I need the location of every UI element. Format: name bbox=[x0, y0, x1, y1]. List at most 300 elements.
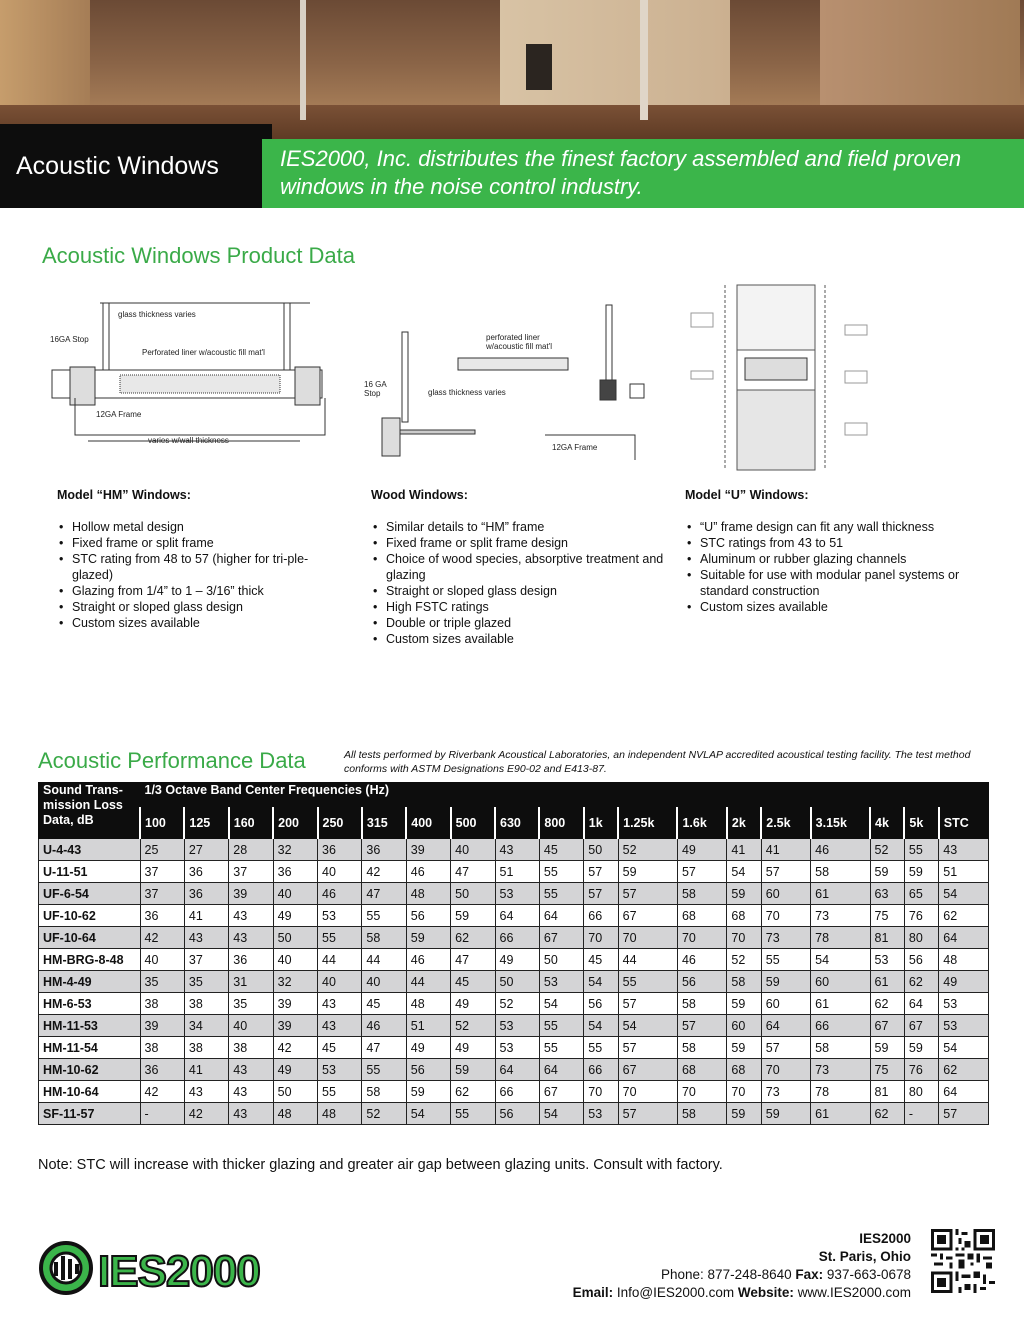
value-cell: 43 bbox=[229, 1059, 273, 1081]
wood-column-title: Wood Windows: bbox=[371, 488, 468, 502]
value-cell: 50 bbox=[451, 883, 495, 905]
freq-header-cell: 1k bbox=[584, 808, 618, 839]
qr-code[interactable] bbox=[931, 1229, 995, 1293]
value-cell: 70 bbox=[761, 905, 810, 927]
value-cell: 53 bbox=[870, 949, 904, 971]
table-row bbox=[39, 927, 989, 949]
freq-header-cell: 800 bbox=[539, 808, 583, 839]
wood-feature-list bbox=[372, 519, 668, 647]
value-cell: 49 bbox=[451, 993, 495, 1015]
model-cell: UF-6-54 bbox=[39, 883, 141, 905]
freq-header-cell: 3.15k bbox=[811, 808, 870, 839]
value-cell: 53 bbox=[539, 971, 583, 993]
value-cell: 58 bbox=[677, 883, 726, 905]
wood-label-liner: perforated liner bbox=[486, 333, 540, 342]
list-item: • STC rating from 48 to 57 (higher for tri-ple-glazed) bbox=[58, 551, 310, 583]
value-cell: 45 bbox=[318, 1037, 362, 1059]
value-cell: 45 bbox=[451, 971, 495, 993]
row-header: Sound Trans-mission Loss Data, dB bbox=[39, 783, 141, 839]
list-item: • Fixed frame or split frame design bbox=[372, 535, 668, 551]
list-item: • Choice of wood species, absorptive treatment and glazing bbox=[372, 551, 668, 583]
value-cell: 61 bbox=[870, 971, 904, 993]
value-cell: 49 bbox=[451, 1037, 495, 1059]
hm-window-diagram bbox=[40, 295, 340, 455]
value-cell: 59 bbox=[451, 1059, 495, 1081]
value-cell: 40 bbox=[229, 1015, 273, 1037]
value-cell: 59 bbox=[727, 883, 761, 905]
value-cell: 42 bbox=[362, 861, 406, 883]
value-cell: 73 bbox=[761, 1081, 810, 1103]
value-cell: 36 bbox=[229, 949, 273, 971]
value-cell: 35 bbox=[184, 971, 228, 993]
value-cell: 48 bbox=[939, 949, 989, 971]
value-cell: 59 bbox=[870, 1037, 904, 1059]
value-cell: 66 bbox=[584, 905, 618, 927]
value-cell: 64 bbox=[539, 1059, 583, 1081]
value-cell: 42 bbox=[184, 1103, 228, 1125]
value-cell: 56 bbox=[406, 905, 450, 927]
value-cell: 64 bbox=[939, 1081, 989, 1103]
value-cell: 38 bbox=[229, 1037, 273, 1059]
phone-number[interactable]: 877-248-8640 bbox=[707, 1267, 792, 1282]
value-cell: 43 bbox=[229, 927, 273, 949]
value-cell: 66 bbox=[584, 1059, 618, 1081]
value-cell: 40 bbox=[451, 839, 495, 861]
value-cell: 46 bbox=[362, 1015, 406, 1037]
value-cell: 43 bbox=[184, 927, 228, 949]
list-item: • Suitable for use with modular panel systems or standard construction bbox=[686, 567, 976, 599]
value-cell: 62 bbox=[939, 905, 989, 927]
value-cell: 32 bbox=[273, 971, 317, 993]
value-cell: 53 bbox=[584, 1103, 618, 1125]
value-cell: 49 bbox=[495, 949, 539, 971]
value-cell: 36 bbox=[140, 905, 184, 927]
value-cell: 68 bbox=[727, 1059, 761, 1081]
value-cell: 51 bbox=[406, 1015, 450, 1037]
value-cell: 40 bbox=[140, 949, 184, 971]
value-cell: 61 bbox=[811, 883, 870, 905]
value-cell: 59 bbox=[727, 1103, 761, 1125]
list-item: • Custom sizes available bbox=[58, 615, 310, 631]
value-cell: 41 bbox=[184, 905, 228, 927]
value-cell: 70 bbox=[761, 1059, 810, 1081]
band-header: 1/3 Octave Band Center Frequencies (Hz) bbox=[140, 783, 989, 808]
value-cell: - bbox=[140, 1103, 184, 1125]
value-cell: 38 bbox=[184, 1037, 228, 1059]
value-cell: 56 bbox=[495, 1103, 539, 1125]
value-cell: 70 bbox=[727, 927, 761, 949]
value-cell: 58 bbox=[362, 1081, 406, 1103]
value-cell: 60 bbox=[811, 971, 870, 993]
value-cell: 36 bbox=[273, 861, 317, 883]
value-cell: 70 bbox=[584, 927, 618, 949]
table-row bbox=[39, 949, 989, 971]
value-cell: 57 bbox=[677, 1015, 726, 1037]
value-cell: 47 bbox=[451, 861, 495, 883]
value-cell: 64 bbox=[495, 1059, 539, 1081]
value-cell: 70 bbox=[677, 927, 726, 949]
value-cell: 54 bbox=[811, 949, 870, 971]
value-cell: 64 bbox=[761, 1015, 810, 1037]
value-cell: 47 bbox=[362, 883, 406, 905]
value-cell: - bbox=[904, 1103, 938, 1125]
value-cell: 42 bbox=[140, 927, 184, 949]
value-cell: 76 bbox=[904, 905, 938, 927]
value-cell: 36 bbox=[184, 861, 228, 883]
value-cell: 49 bbox=[406, 1037, 450, 1059]
model-cell: HM-10-62 bbox=[39, 1059, 141, 1081]
wood-label-16ga: 16 GA bbox=[364, 380, 387, 389]
value-cell: 57 bbox=[618, 1037, 677, 1059]
freq-header-cell: 1.25k bbox=[618, 808, 677, 839]
value-cell: 57 bbox=[761, 861, 810, 883]
value-cell: 48 bbox=[318, 1103, 362, 1125]
value-cell: 55 bbox=[904, 839, 938, 861]
freq-header-cell: STC bbox=[939, 808, 989, 839]
value-cell: 64 bbox=[539, 905, 583, 927]
value-cell: 27 bbox=[184, 839, 228, 861]
value-cell: 48 bbox=[273, 1103, 317, 1125]
value-cell: 52 bbox=[727, 949, 761, 971]
value-cell: 32 bbox=[273, 839, 317, 861]
performance-table bbox=[38, 782, 989, 1125]
wood-label-fill: w/acoustic fill mat'l bbox=[486, 342, 552, 351]
freq-header-cell: 100 bbox=[140, 808, 184, 839]
value-cell: 54 bbox=[939, 883, 989, 905]
value-cell: 58 bbox=[727, 971, 761, 993]
value-cell: 59 bbox=[904, 861, 938, 883]
svg-text:IES2000: IES2000 bbox=[98, 1247, 260, 1296]
wood-label-stop: Stop bbox=[364, 389, 381, 398]
ies2000-logo bbox=[38, 1240, 283, 1296]
value-cell: 63 bbox=[870, 883, 904, 905]
value-cell: 61 bbox=[811, 993, 870, 1015]
hero-photo bbox=[0, 0, 1024, 140]
performance-heading: Acoustic Performance Data bbox=[38, 748, 306, 773]
value-cell: 25 bbox=[140, 839, 184, 861]
value-cell: 57 bbox=[618, 1103, 677, 1125]
value-cell: 67 bbox=[539, 1081, 583, 1103]
value-cell: 50 bbox=[273, 1081, 317, 1103]
value-cell: 49 bbox=[273, 1059, 317, 1081]
value-cell: 57 bbox=[761, 1037, 810, 1059]
value-cell: 53 bbox=[495, 1037, 539, 1059]
model-cell: UF-10-62 bbox=[39, 905, 141, 927]
value-cell: 59 bbox=[870, 861, 904, 883]
value-cell: 68 bbox=[727, 905, 761, 927]
table-row bbox=[39, 905, 989, 927]
hm-label-stop: 16GA Stop bbox=[50, 335, 89, 344]
banner-title-box bbox=[0, 124, 272, 208]
value-cell: 36 bbox=[184, 883, 228, 905]
value-cell: 40 bbox=[318, 971, 362, 993]
value-cell: 39 bbox=[273, 1015, 317, 1037]
phone-label: Phone: bbox=[660, 1267, 704, 1282]
model-cell: SF-11-57 bbox=[39, 1103, 141, 1125]
value-cell: 57 bbox=[677, 861, 726, 883]
value-cell: 31 bbox=[229, 971, 273, 993]
model-cell: U-11-51 bbox=[39, 861, 141, 883]
value-cell: 55 bbox=[539, 861, 583, 883]
value-cell: 37 bbox=[140, 861, 184, 883]
value-cell: 80 bbox=[904, 1081, 938, 1103]
value-cell: 81 bbox=[870, 1081, 904, 1103]
value-cell: 58 bbox=[811, 1037, 870, 1059]
value-cell: 52 bbox=[451, 1015, 495, 1037]
value-cell: 46 bbox=[318, 883, 362, 905]
wood-label-frame: 12GA Frame bbox=[552, 443, 598, 452]
value-cell: 66 bbox=[495, 1081, 539, 1103]
value-cell: 43 bbox=[229, 1081, 273, 1103]
value-cell: 54 bbox=[727, 861, 761, 883]
value-cell: 67 bbox=[539, 927, 583, 949]
value-cell: 59 bbox=[761, 1103, 810, 1125]
value-cell: 58 bbox=[362, 927, 406, 949]
hm-column-title: Model “HM” Windows: bbox=[57, 488, 191, 502]
model-cell: HM-11-54 bbox=[39, 1037, 141, 1059]
value-cell: 54 bbox=[539, 993, 583, 1015]
model-cell: HM-10-64 bbox=[39, 1081, 141, 1103]
list-item: • Custom sizes available bbox=[372, 631, 668, 647]
phone-fax-line bbox=[573, 1266, 911, 1284]
value-cell: 40 bbox=[318, 861, 362, 883]
value-cell: 43 bbox=[229, 905, 273, 927]
freq-header-cell: 200 bbox=[273, 808, 317, 839]
value-cell: 47 bbox=[362, 1037, 406, 1059]
list-item: • Fixed frame or split frame bbox=[58, 535, 310, 551]
model-cell: HM-11-53 bbox=[39, 1015, 141, 1037]
value-cell: 60 bbox=[761, 993, 810, 1015]
value-cell: 53 bbox=[318, 1059, 362, 1081]
list-item: • Custom sizes available bbox=[686, 599, 976, 615]
model-cell: UF-10-64 bbox=[39, 927, 141, 949]
hm-label-frame: 12GA Frame bbox=[96, 410, 142, 419]
value-cell: 45 bbox=[539, 839, 583, 861]
value-cell: 73 bbox=[761, 927, 810, 949]
value-cell: 38 bbox=[184, 993, 228, 1015]
value-cell: 39 bbox=[229, 883, 273, 905]
value-cell: 60 bbox=[761, 883, 810, 905]
value-cell: 58 bbox=[677, 1103, 726, 1125]
value-cell: 52 bbox=[362, 1103, 406, 1125]
value-cell: 52 bbox=[870, 839, 904, 861]
value-cell: 47 bbox=[451, 949, 495, 971]
value-cell: 75 bbox=[870, 1059, 904, 1081]
value-cell: 39 bbox=[406, 839, 450, 861]
value-cell: 70 bbox=[584, 1081, 618, 1103]
wood-label-glass: glass thickness varies bbox=[428, 388, 506, 397]
value-cell: 52 bbox=[495, 993, 539, 1015]
value-cell: 56 bbox=[406, 1059, 450, 1081]
value-cell: 70 bbox=[618, 927, 677, 949]
value-cell: 39 bbox=[140, 1015, 184, 1037]
value-cell: 45 bbox=[362, 993, 406, 1015]
list-item: • Glazing from 1/4” to 1 – 3/16” thick bbox=[58, 583, 310, 599]
value-cell: 59 bbox=[727, 993, 761, 1015]
value-cell: 57 bbox=[939, 1103, 989, 1125]
value-cell: 58 bbox=[677, 993, 726, 1015]
value-cell: 57 bbox=[584, 883, 618, 905]
value-cell: 73 bbox=[811, 905, 870, 927]
value-cell: 35 bbox=[140, 971, 184, 993]
freq-header-cell: 500 bbox=[451, 808, 495, 839]
model-cell: HM-BRG-8-48 bbox=[39, 949, 141, 971]
value-cell: 37 bbox=[140, 883, 184, 905]
fax-number: 937-663-0678 bbox=[826, 1267, 911, 1282]
value-cell: 38 bbox=[140, 993, 184, 1015]
value-cell: 62 bbox=[939, 1059, 989, 1081]
value-cell: 57 bbox=[618, 883, 677, 905]
value-cell: 43 bbox=[939, 839, 989, 861]
value-cell: 54 bbox=[939, 1037, 989, 1059]
freq-header-cell: 2.5k bbox=[761, 808, 810, 839]
value-cell: 46 bbox=[811, 839, 870, 861]
value-cell: 55 bbox=[318, 1081, 362, 1103]
value-cell: 55 bbox=[539, 883, 583, 905]
contact-block bbox=[573, 1230, 911, 1302]
value-cell: 61 bbox=[811, 1103, 870, 1125]
value-cell: 55 bbox=[362, 1059, 406, 1081]
value-cell: 53 bbox=[939, 993, 989, 1015]
table-row bbox=[39, 861, 989, 883]
value-cell: 67 bbox=[870, 1015, 904, 1037]
value-cell: 54 bbox=[618, 1015, 677, 1037]
value-cell: 68 bbox=[677, 1059, 726, 1081]
value-cell: 78 bbox=[811, 1081, 870, 1103]
value-cell: 59 bbox=[727, 1037, 761, 1059]
value-cell: 43 bbox=[318, 993, 362, 1015]
value-cell: 66 bbox=[495, 927, 539, 949]
value-cell: 81 bbox=[870, 927, 904, 949]
value-cell: 54 bbox=[584, 971, 618, 993]
value-cell: 49 bbox=[939, 971, 989, 993]
value-cell: 62 bbox=[870, 1103, 904, 1125]
value-cell: 53 bbox=[495, 883, 539, 905]
table-row bbox=[39, 883, 989, 905]
banner-tagline: IES2000, Inc. distributes the finest factory assembled and field proven windows in the noise control industry. bbox=[280, 146, 962, 199]
value-cell: 34 bbox=[184, 1015, 228, 1037]
value-cell: 59 bbox=[406, 927, 450, 949]
value-cell: 36 bbox=[362, 839, 406, 861]
value-cell: 36 bbox=[318, 839, 362, 861]
value-cell: 42 bbox=[140, 1081, 184, 1103]
value-cell: 46 bbox=[406, 949, 450, 971]
email-label: Email: bbox=[572, 1285, 614, 1300]
list-item: • Hollow metal design bbox=[58, 519, 310, 535]
value-cell: 45 bbox=[584, 949, 618, 971]
value-cell: 78 bbox=[811, 927, 870, 949]
value-cell: 55 bbox=[584, 1037, 618, 1059]
list-item: • Double or triple glazed bbox=[372, 615, 668, 631]
value-cell: 70 bbox=[618, 1081, 677, 1103]
hm-label-varies: varies w/wall thickness bbox=[148, 436, 229, 445]
value-cell: 35 bbox=[229, 993, 273, 1015]
value-cell: 58 bbox=[811, 861, 870, 883]
value-cell: 70 bbox=[727, 1081, 761, 1103]
value-cell: 53 bbox=[318, 905, 362, 927]
banner-title: Acoustic Windows bbox=[16, 152, 219, 180]
value-cell: 54 bbox=[584, 1015, 618, 1037]
value-cell: 55 bbox=[761, 949, 810, 971]
value-cell: 50 bbox=[584, 839, 618, 861]
value-cell: 68 bbox=[677, 905, 726, 927]
value-cell: 53 bbox=[939, 1015, 989, 1037]
value-cell: 43 bbox=[229, 1103, 273, 1125]
value-cell: 64 bbox=[904, 993, 938, 1015]
table-row bbox=[39, 993, 989, 1015]
email-web-line bbox=[573, 1284, 911, 1302]
value-cell: 41 bbox=[184, 1059, 228, 1081]
website-label: Website: bbox=[737, 1285, 794, 1300]
u-column-title: Model “U” Windows: bbox=[685, 488, 809, 502]
hm-label-glass: glass thickness varies bbox=[118, 310, 196, 319]
value-cell: 53 bbox=[495, 1015, 539, 1037]
company-city: St. Paris, Ohio bbox=[818, 1249, 911, 1264]
value-cell: 36 bbox=[140, 1059, 184, 1081]
table-row bbox=[39, 1103, 989, 1125]
value-cell: 39 bbox=[273, 993, 317, 1015]
value-cell: 49 bbox=[273, 905, 317, 927]
value-cell: 50 bbox=[273, 927, 317, 949]
freq-header-cell: 125 bbox=[184, 808, 228, 839]
value-cell: 50 bbox=[495, 971, 539, 993]
value-cell: 54 bbox=[539, 1103, 583, 1125]
wood-window-diagram bbox=[360, 300, 660, 460]
email-link[interactable]: Info@IES2000.com bbox=[616, 1285, 735, 1300]
value-cell: 52 bbox=[618, 839, 677, 861]
value-cell: 46 bbox=[406, 861, 450, 883]
value-cell: 37 bbox=[184, 949, 228, 971]
value-cell: 59 bbox=[451, 905, 495, 927]
list-item: • STC ratings from 43 to 51 bbox=[686, 535, 976, 551]
fax-label: Fax: bbox=[795, 1267, 824, 1282]
list-item: • Aluminum or rubber glazing channels bbox=[686, 551, 976, 567]
value-cell: 60 bbox=[727, 1015, 761, 1037]
freq-header-cell: 160 bbox=[229, 808, 273, 839]
value-cell: 50 bbox=[539, 949, 583, 971]
u-window-diagram bbox=[685, 283, 885, 473]
value-cell: 55 bbox=[318, 927, 362, 949]
list-item: • “U” frame design can fit any wall thickness bbox=[686, 519, 976, 535]
freq-header-cell: 5k bbox=[904, 808, 938, 839]
banner-tagline-box bbox=[262, 139, 1024, 208]
freq-header-cell: 250 bbox=[318, 808, 362, 839]
value-cell: 48 bbox=[406, 883, 450, 905]
value-cell: 46 bbox=[677, 949, 726, 971]
value-cell: 51 bbox=[939, 861, 989, 883]
value-cell: 43 bbox=[184, 1081, 228, 1103]
value-cell: 56 bbox=[677, 971, 726, 993]
website-link[interactable]: www.IES2000.com bbox=[797, 1285, 911, 1300]
value-cell: 59 bbox=[904, 1037, 938, 1059]
hm-feature-list bbox=[58, 519, 310, 631]
value-cell: 54 bbox=[406, 1103, 450, 1125]
list-item: • Straight or sloped glass design bbox=[58, 599, 310, 615]
value-cell: 44 bbox=[318, 949, 362, 971]
freq-header-cell: 2k bbox=[727, 808, 761, 839]
value-cell: 62 bbox=[904, 971, 938, 993]
value-cell: 64 bbox=[939, 927, 989, 949]
table-row bbox=[39, 1059, 989, 1081]
value-cell: 42 bbox=[273, 1037, 317, 1059]
value-cell: 43 bbox=[318, 1015, 362, 1037]
value-cell: 57 bbox=[618, 993, 677, 1015]
hm-label-liner: Perforated liner w/acoustic fill mat'l bbox=[142, 348, 265, 357]
model-cell: U-4-43 bbox=[39, 839, 141, 861]
value-cell: 67 bbox=[618, 905, 677, 927]
value-cell: 44 bbox=[618, 949, 677, 971]
value-cell: 64 bbox=[495, 905, 539, 927]
